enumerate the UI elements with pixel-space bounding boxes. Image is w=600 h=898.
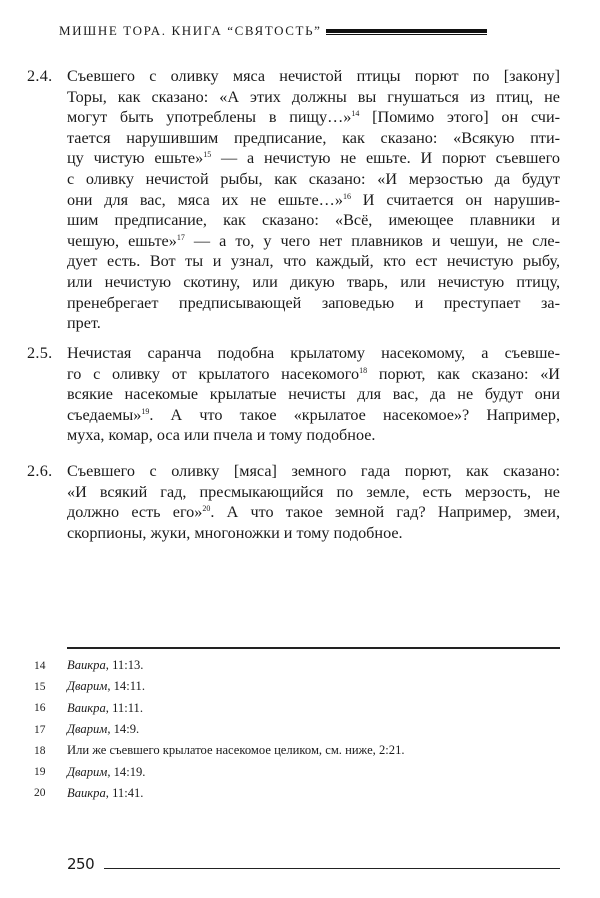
text-line: скорпионы, жуки, многоножки и тому подобное. <box>67 523 403 542</box>
footnote-marker[interactable]: 18 <box>359 365 368 375</box>
footnote-number: 17 <box>34 723 46 736</box>
footnote-number: 19 <box>34 766 46 779</box>
footnote-ref: , 11:11. <box>105 700 143 715</box>
footnote-marker[interactable]: 14 <box>351 109 360 119</box>
footnote-number: 18 <box>34 744 46 757</box>
section-number: 2.4. <box>27 67 53 85</box>
footnote-number: 16 <box>34 702 46 715</box>
footnote-source: Дварим <box>67 722 108 737</box>
text-line: с оливку нечистой рыбы, как сказано: «И мерзостью да будут <box>67 169 560 188</box>
text-line: шим предписание, как сказано: «Всё, имеющее плавники и <box>67 211 560 230</box>
footnote-source: Ваикра <box>67 658 106 673</box>
text-line: Съевшего с оливку мяса нечистой птицы порют по [закону] <box>67 67 560 85</box>
footnote-text <box>67 701 143 716</box>
section-2-5 <box>27 343 560 446</box>
footnotes-list <box>34 655 560 804</box>
running-head-rule <box>326 29 487 36</box>
footnote-ref: , 11:13. <box>105 658 144 673</box>
text-line: должно есть его»$^{20}$. А что такое земной гад? Например, змеи, <box>67 503 560 522</box>
footnote-separator <box>67 647 560 649</box>
footnote-text <box>67 679 145 694</box>
section-text <box>67 461 560 543</box>
text-line: пренебрегает предписывающей заповедью и преступает за- <box>67 293 560 312</box>
footnote-18 <box>34 740 560 761</box>
text-line: цу чистую ешьте»$^{15}$ — а нечистую не ешьте. И порют съевшего <box>67 149 561 168</box>
footnote-source: Дварим <box>67 679 108 694</box>
section-2-6 <box>27 461 560 543</box>
footnote-text <box>67 765 145 780</box>
text-line: «И всякий гад, пресмыкающийся по земле, есть мерзость, не <box>67 482 560 501</box>
text-line: съедаемы»$^{19}$. А что такое «крылатое насекомое»? Например, <box>67 405 560 424</box>
section-text <box>67 66 560 334</box>
footnote-16 <box>34 698 560 719</box>
footnote-number: 14 <box>34 659 46 672</box>
footnote-marker[interactable]: 17 <box>176 232 185 242</box>
footnote-17 <box>34 719 560 740</box>
footnote-text <box>67 722 139 737</box>
footnote-14 <box>34 655 560 676</box>
running-head <box>59 23 487 39</box>
text-line: Съевшего с оливку [мяса] земного гада порют, как сказано: <box>67 462 560 480</box>
text-line: го с оливку от крылатого насекомого$^{18}$ порют, как сказано: «И <box>67 364 560 383</box>
footnote-number: 20 <box>34 787 46 800</box>
footer-rule <box>104 868 560 870</box>
text-line: дует есть. Вот ты и узнал, что каждый, кто ест нечистую рыбу, <box>67 252 560 271</box>
footnote-marker[interactable]: 16 <box>342 191 351 201</box>
footnote-number: 15 <box>34 680 46 693</box>
section-number: 2.6. <box>27 462 53 480</box>
page-number: 250 <box>67 855 95 873</box>
footnote-19 <box>34 761 560 782</box>
text-line: Нечистая саранча подобна крылатому насекомому, а съевше- <box>67 344 560 362</box>
text-line: или нечистую скотину, или дикую тварь, или нечистую птицу, <box>67 272 560 291</box>
footnote-marker[interactable]: 19 <box>141 406 150 416</box>
footnote-ref: , 14:19. <box>107 764 146 779</box>
footnote-source: Дварим <box>67 764 108 779</box>
text-line: тается нарушившим предписание, как сказано: «Всякую пти- <box>67 128 560 147</box>
footnote-text <box>67 786 143 801</box>
footnote-ref: Или же съевшего крылатое насекомое целиком, см. ниже, 2:21. <box>67 743 405 758</box>
footnote-ref: , 14:9. <box>107 722 140 737</box>
text-line: они для вас, мяса их не ешьте…»$^{16}$ И считается он нарушив- <box>67 190 560 209</box>
footnote-ref: , 14:11. <box>107 679 145 694</box>
footnote-ref: , 11:41. <box>105 785 144 800</box>
text-line: муха, комар, оса или пчела и тому подобное. <box>67 426 376 445</box>
footnote-15 <box>34 676 560 697</box>
running-head-title: МИШНЕ ТОРА. КНИГА “СВЯТОСТЬ” <box>59 23 322 38</box>
section-number: 2.5. <box>27 344 53 362</box>
footnote-20 <box>34 783 560 804</box>
footnote-source: Ваикра <box>67 785 106 800</box>
footnote-marker[interactable]: 15 <box>203 150 212 160</box>
text-line: прет. <box>67 314 101 333</box>
text-line: могут быть употреблены в пищу…»$^{14}$ [Помимо этого] он счи- <box>67 108 561 127</box>
text-line: всякие насекомые крылатые нечисты для вас, да не будут они <box>67 385 560 404</box>
text-line: чешую, ешьте»$^{17}$ — а то, у чего нет плавников и чешуи, не сле- <box>67 231 560 250</box>
section-text <box>67 343 560 446</box>
page-footer <box>67 855 560 873</box>
text-line: Торы, как сказано: «А этих должны вы гнушаться из птиц, не <box>67 87 560 106</box>
footnote-text <box>67 658 143 673</box>
footnote-source: Ваикра <box>67 700 106 715</box>
section-2-4 <box>27 66 560 334</box>
footnote-text <box>67 743 405 758</box>
footnote-marker[interactable]: 20 <box>202 504 211 514</box>
